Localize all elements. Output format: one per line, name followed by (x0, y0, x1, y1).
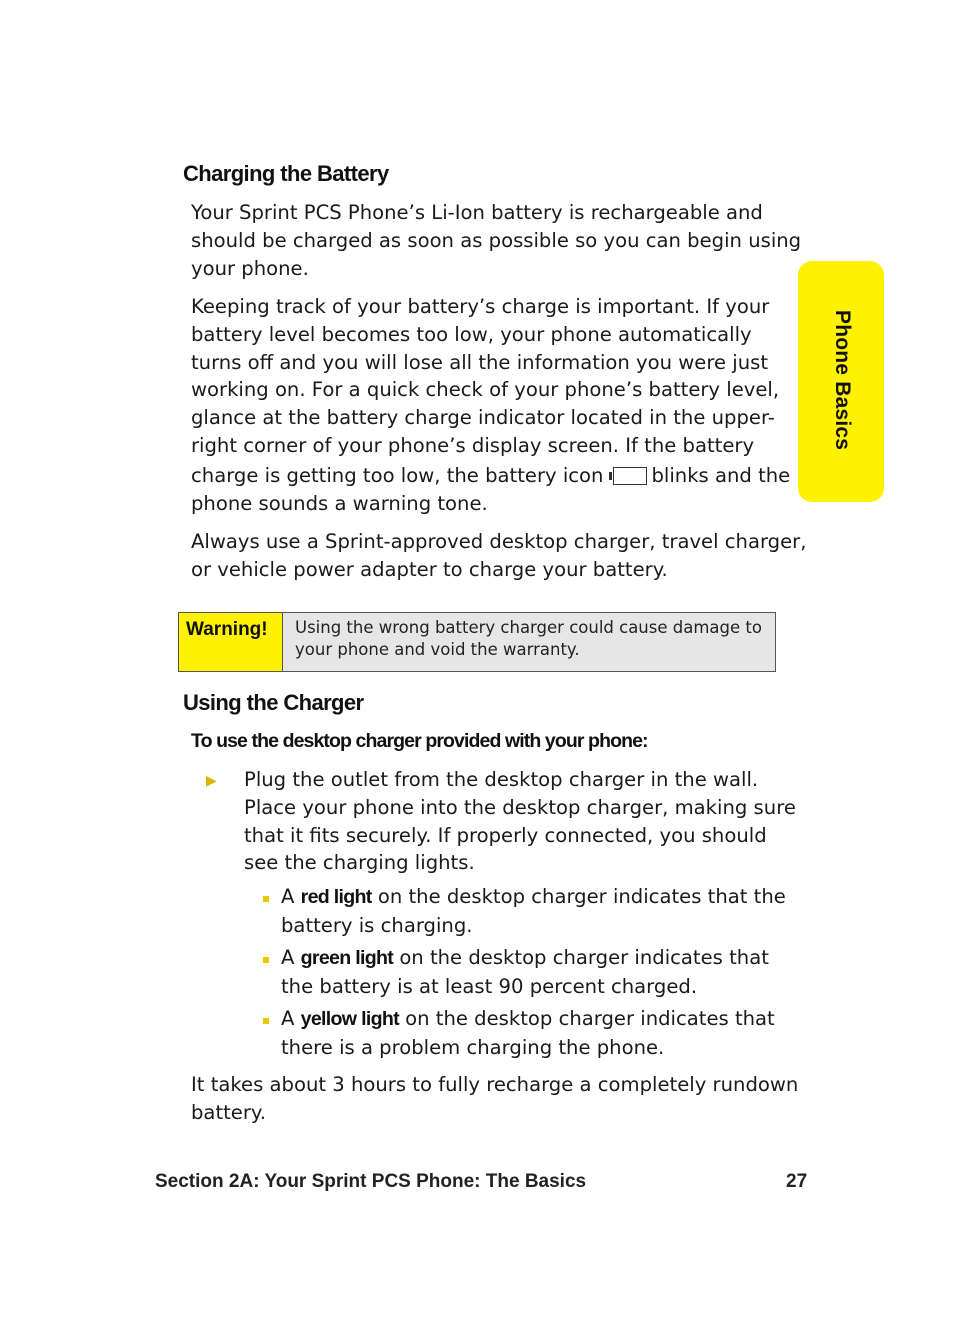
step-arrow-icon: ▶ (206, 773, 217, 789)
text-segment: on the desktop charger indicates that the (371, 885, 786, 908)
step-text (244, 766, 804, 877)
term-green-light: green light (300, 947, 394, 969)
text-line: or vehicle power adapter to charge your battery. (191, 557, 668, 581)
text-line: your phone. (191, 256, 309, 280)
text-line: phone sounds a warning tone. (191, 491, 488, 515)
list-item-yellow-light (281, 1005, 801, 1062)
heading-using-charger: Using the Charger (183, 690, 364, 715)
bullet-icon (263, 957, 269, 963)
paragraph-battery-level (191, 293, 791, 517)
text-segment: blinks and the (651, 463, 791, 487)
battery-icon (613, 467, 647, 485)
text-line: It takes about 3 hours to fully recharge a completely rundown (191, 1073, 799, 1096)
text-line: should be charged as soon as possible so you can begin using (191, 228, 802, 252)
procedure-heading: To use the desktop charger provided with your phone: (191, 730, 648, 752)
warning-label: Warning! (179, 613, 283, 671)
bullet-icon (263, 896, 269, 902)
text-line: the battery is at least 90 percent charged. (281, 974, 698, 998)
footer-section-title: Section 2A: Your Sprint PCS Phone: The Basics (155, 1171, 587, 1192)
text-segment: on the desktop charger indicates that (398, 1007, 775, 1030)
bullet-icon (263, 1018, 269, 1024)
text-line: battery. (191, 1100, 266, 1124)
text-line: turns off and you will lose all the information you were just (191, 350, 769, 374)
list-item-green-light (281, 944, 801, 1001)
text-line-with-icon (191, 462, 791, 490)
text-line: your phone and void the warranty. (295, 640, 580, 659)
term-red-light: red light (300, 886, 372, 908)
paragraph-approved-charger (191, 528, 807, 584)
footer-page-number: 27 (786, 1171, 808, 1192)
text-segment: A (281, 1007, 301, 1030)
text-line (281, 1005, 801, 1034)
text-segment: A (281, 885, 301, 908)
text-line: battery is charging. (281, 913, 473, 937)
text-line: glance at the battery charge indicator located in the upper- (191, 406, 775, 430)
text-line: battery level becomes too low, your phone automatically (191, 322, 752, 346)
side-tab-label: Phone Basics (831, 310, 854, 451)
text-line (281, 883, 801, 912)
text-line: right corner of your phone’s display screen. If the battery (191, 433, 755, 457)
text-segment: on the desktop charger indicates that (393, 946, 769, 969)
text-line: Plug the outlet from the desktop charger in the wall. (244, 768, 759, 791)
warning-text (283, 613, 775, 671)
text-line: working on. For a quick check of your phone’s battery level, (191, 378, 780, 402)
text-line: Place your phone into the desktop charger, making sure (244, 795, 796, 819)
text-line: that it fits securely. If properly connected, you should (244, 823, 767, 847)
text-line (281, 944, 801, 973)
term-yellow-light: yellow light (300, 1008, 399, 1030)
paragraph-recharge-time (191, 1071, 799, 1127)
text-line: Always use a Sprint-approved desktop charger, travel charger, (191, 530, 807, 553)
text-segment: A (281, 946, 301, 969)
warning-box (178, 612, 776, 672)
text-line: there is a problem charging the phone. (281, 1035, 665, 1059)
text-line: Keeping track of your battery’s charge is important. If your (191, 295, 770, 318)
heading-charging-battery: Charging the Battery (183, 161, 389, 186)
text-line: see the charging lights. (244, 851, 475, 875)
list-item-red-light (281, 883, 801, 940)
text-line: Using the wrong battery charger could cause damage to (295, 618, 762, 637)
text-line: Your Sprint PCS Phone’s Li-Ion battery is rechargeable and (191, 201, 763, 224)
text-segment: charge is getting too low, the battery icon (191, 463, 604, 487)
paragraph-battery-intro (191, 199, 802, 282)
